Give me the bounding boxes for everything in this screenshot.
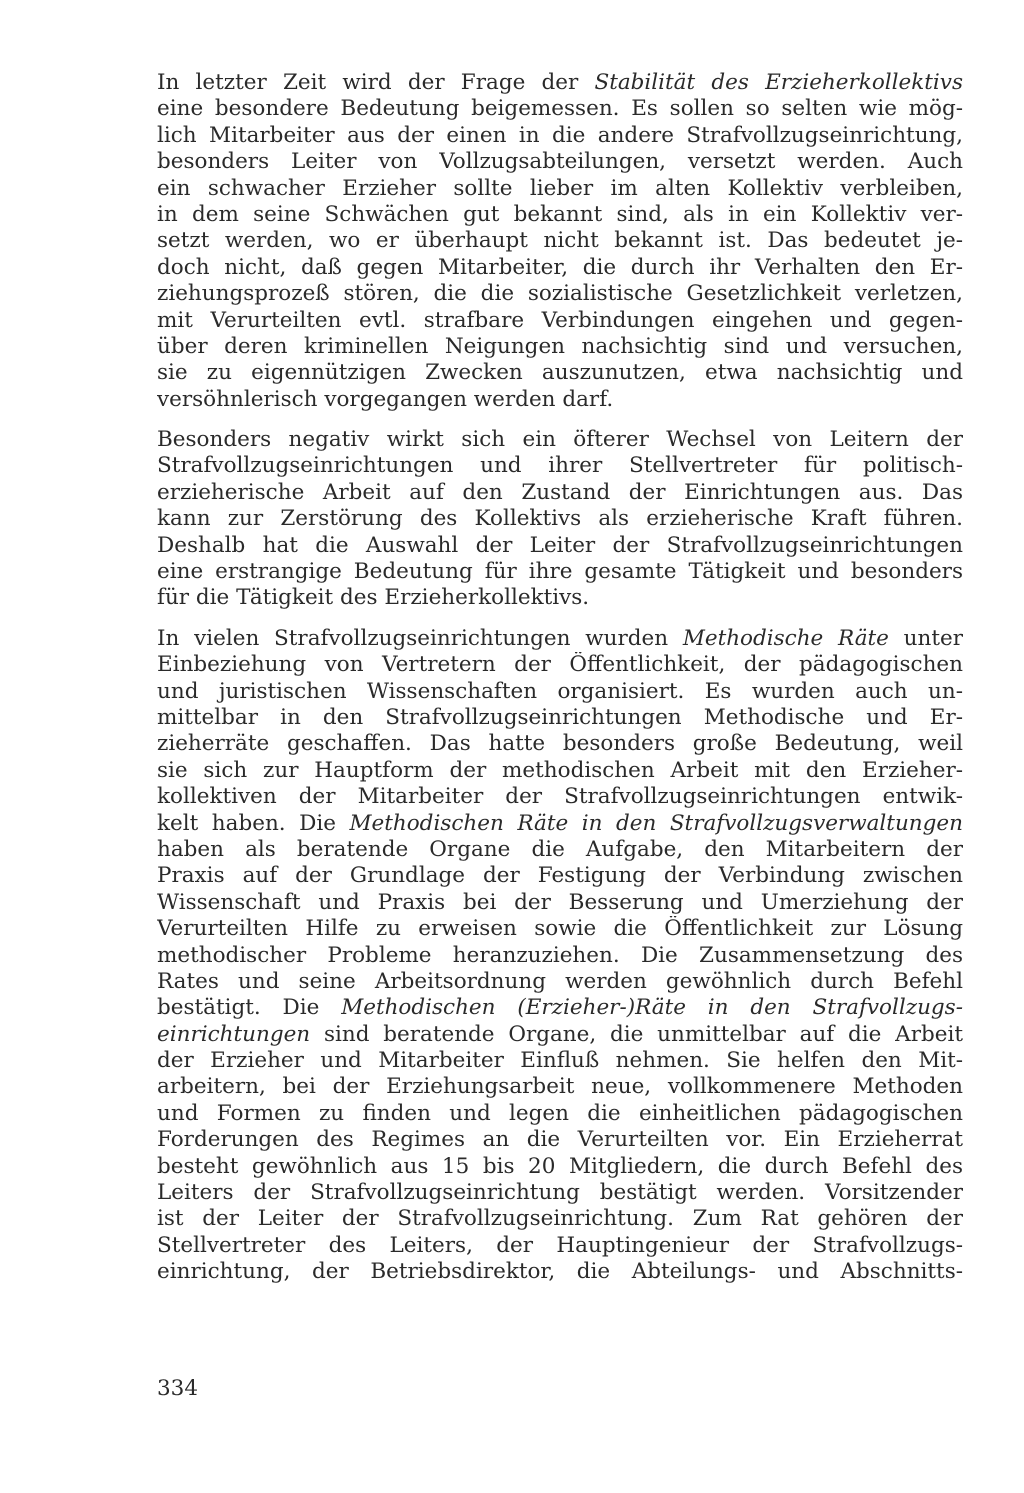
text-line: [157, 559, 963, 585]
text-segment: versöhnlerisch vorgegangen werden darf.: [157, 386, 614, 412]
text-line: [157, 1127, 963, 1153]
text-line: [157, 837, 963, 863]
text-line: [157, 123, 963, 149]
text-line: [157, 149, 963, 175]
text-line: [157, 202, 963, 228]
text-segment: mittelbar in den Strafvollzugseinrichtungen Methodische und Er-: [157, 704, 963, 730]
text-line: [157, 784, 963, 810]
text-line: [157, 1259, 963, 1285]
text-line: [157, 387, 963, 413]
text-line: [157, 679, 963, 705]
text-line: [157, 890, 963, 916]
text-segment: zieherräte geschaffen. Das hatte besonders große Bedeutung, weil: [157, 731, 963, 757]
text-line: [157, 995, 963, 1021]
text-line: [157, 228, 963, 254]
text-line: [157, 96, 963, 122]
text-line: [157, 1233, 963, 1259]
text-line: [157, 1180, 963, 1206]
text-segment: über deren kriminellen Neigungen nachsichtig sind und versuchen,: [157, 333, 963, 359]
text-segment: ein schwacher Erzieher sollte lieber im alten Kollektiv verbleiben,: [157, 175, 963, 201]
text-segment: Forderungen des Regimes an die Verurteilten vor. Ein Erzieherrat: [157, 1127, 963, 1153]
text-segment: eine besondere Bedeutung beigemessen. Es sollen so selten wie mög-: [157, 96, 963, 122]
italic-text: einrichtungen: [157, 1021, 311, 1047]
text-line: [157, 360, 963, 386]
paragraph: [157, 427, 963, 612]
text-line: [157, 334, 963, 360]
text-segment: einrichtung, der Betriebsdirektor, die Abteilungs- und Abschnitts-: [157, 1259, 963, 1285]
text-line: [157, 863, 963, 889]
text-line: [157, 427, 963, 453]
text-segment: kollektiven der Mitarbeiter der Strafvollzugseinrichtungen entwik-: [157, 784, 963, 810]
text-line: [157, 533, 963, 559]
text-segment: In letzter Zeit wird der Frage der: [157, 70, 595, 95]
text-segment: sie sich zur Hauptform der methodischen Arbeit mit den Erzieher-: [157, 757, 963, 783]
text-line: [157, 506, 963, 532]
text-segment: ziehungsprozeß stören, die die sozialistische Gesetzlichkeit verletzen,: [157, 281, 963, 307]
text-segment: bestätigt. Die: [157, 995, 342, 1021]
text-segment: in dem seine Schwächen gut bekannt sind, als in ein Kollektiv ver-: [157, 201, 963, 227]
text-segment: kelt haben. Die: [157, 810, 350, 836]
text-segment: Besonders negativ wirkt sich ein öfterer Wechsel von Leitern der: [157, 427, 963, 453]
text-segment: Leiters der Strafvollzugseinrichtung bestätigt werden. Vorsitzender: [157, 1180, 963, 1206]
text-line: [157, 916, 963, 942]
text-segment: mit Verurteilten evtl. strafbare Verbindungen eingehen und gegen-: [157, 307, 963, 333]
italic-text: Methodische Räte: [682, 625, 889, 651]
text-segment: In vielen Strafvollzugseinrichtungen wurden: [157, 625, 683, 651]
text-line: [157, 1022, 963, 1048]
paragraph: [157, 626, 963, 1286]
text-line: [157, 969, 963, 995]
italic-text: Methodischen Räte in den Strafvollzugsverwaltungen: [349, 810, 963, 836]
text-line: [157, 943, 963, 969]
text-line: [157, 758, 963, 784]
text-segment: lich Mitarbeiter aus der einen in die andere Strafvollzugseinrichtung,: [157, 122, 963, 148]
text-line: [157, 480, 963, 506]
text-segment: unter: [888, 625, 963, 651]
text-line: [157, 811, 963, 837]
text-segment: der Erzieher und Mitarbeiter Einfluß nehmen. Sie helfen den Mit-: [157, 1048, 963, 1074]
text-segment: Stellvertreter des Leiters, der Hauptingenieur der Strafvollzugs-: [157, 1232, 963, 1258]
text-segment: Rates und seine Arbeitsordnung werden gewöhnlich durch Befehl: [157, 968, 963, 994]
text-segment: und juristischen Wissenschaften organisiert. Es wurden auch un-: [157, 678, 963, 704]
text-segment: arbeitern, bei der Erziehungsarbeit neue, vollkommenere Methoden: [157, 1074, 963, 1100]
text-segment: methodischer Probleme heranzuziehen. Die Zusammensetzung des: [157, 942, 963, 968]
text-line: [157, 176, 963, 202]
text-line: [157, 626, 963, 652]
text-segment: und Formen zu finden und legen die einheitlichen pädagogischen: [157, 1100, 963, 1126]
page-number: 334: [157, 1376, 199, 1401]
text-line: [157, 255, 963, 281]
text-segment: eine erstrangige Bedeutung für ihre gesamte Tätigkeit und besonders: [157, 559, 963, 585]
text-line: [157, 1074, 963, 1100]
text-line: [157, 585, 963, 611]
text-segment: setzt werden, wo er überhaupt nicht bekannt ist. Das bedeutet je-: [157, 228, 963, 254]
text-line: [157, 281, 963, 307]
text-segment: erzieherische Arbeit auf den Zustand der Einrichtungen aus. Das: [157, 479, 963, 505]
text-line: [157, 453, 963, 479]
text-segment: kann zur Zerstörung des Kollektivs als erzieherische Kraft führen.: [157, 506, 963, 532]
text-segment: besteht gewöhnlich aus 15 bis 20 Mitgliedern, die durch Befehl des: [157, 1153, 963, 1179]
paragraph: [157, 70, 963, 413]
text-line: [157, 731, 963, 757]
text-line: [157, 652, 963, 678]
text-line: [157, 1101, 963, 1127]
text-segment: ist der Leiter der Strafvollzugseinrichtung. Zum Rat gehören der: [157, 1206, 963, 1232]
text-segment: besonders Leiter von Vollzugsabteilungen, versetzt werden. Auch: [157, 149, 963, 175]
text-line: [157, 1206, 963, 1232]
text-line: [157, 1048, 963, 1074]
text-line: [157, 705, 963, 731]
text-segment: für die Tätigkeit des Erzieherkollektivs.: [157, 585, 590, 611]
text-segment: Strafvollzugseinrichtungen und ihrer Stellvertreter für politisch-: [157, 453, 963, 479]
italic-text: Methodischen (Erzieher-)Räte in den Strafvollzugs-: [341, 995, 963, 1021]
text-segment: Deshalb hat die Auswahl der Leiter der Strafvollzugseinrichtungen: [157, 532, 963, 558]
text-segment: sind beratende Organe, die unmittelbar auf die Arbeit: [310, 1021, 963, 1047]
text-segment: doch nicht, daß gegen Mitarbeiter, die durch ihr Verhalten den Er-: [157, 254, 963, 280]
text-segment: sie zu eigennützigen Zwecken auszunutzen, etwa nachsichtig und: [157, 360, 963, 386]
text-segment: Einbeziehung von Vertretern der Öffentlichkeit, der pädagogischen: [157, 652, 963, 678]
italic-text: Stabilität des Erzieherkollektivs: [594, 70, 963, 95]
page-body: [157, 70, 963, 1300]
text-segment: Verurteilten Hilfe zu erweisen sowie die Öffentlichkeit zur Lösung: [157, 916, 963, 942]
text-segment: Wissenschaft und Praxis bei der Besserung und Umerziehung der: [157, 889, 963, 915]
text-segment: haben als beratende Organe die Aufgabe, den Mitarbeitern der: [157, 836, 963, 862]
text-segment: Praxis auf der Grundlage der Festigung der Verbindung zwischen: [157, 863, 963, 889]
text-line: [157, 308, 963, 334]
text-line: [157, 70, 963, 96]
text-line: [157, 1154, 963, 1180]
